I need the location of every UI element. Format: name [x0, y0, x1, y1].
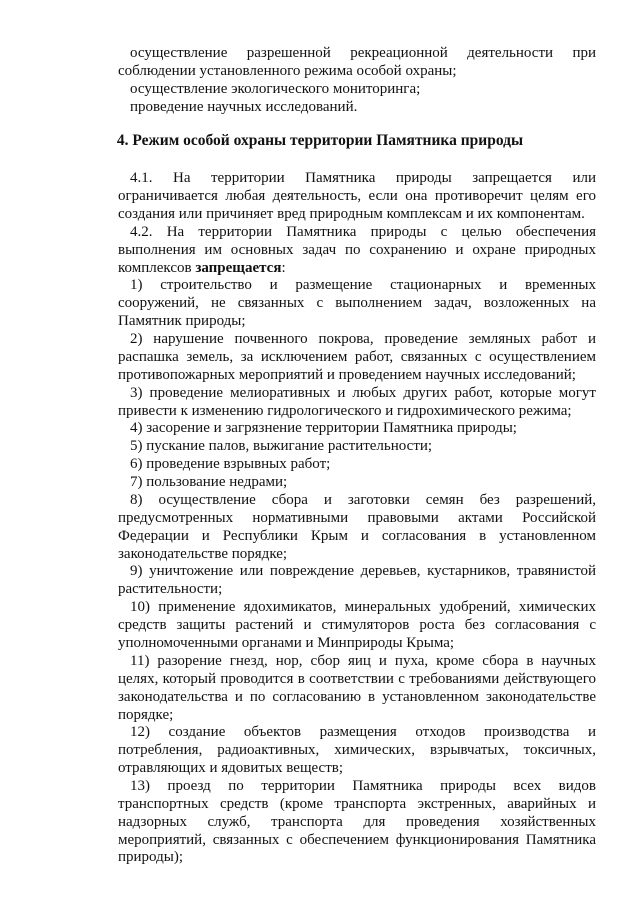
clause-4-1-line1: 4.1. На территории Памятника природы запрещается или — [130, 170, 596, 186]
item-5: 5) пускание палов, выжигание растительности; — [130, 438, 433, 454]
item-13-line1: 13) проезд по территории Памятника природы всех видов — [130, 778, 596, 794]
paragraph-research: проведение научных исследований. — [130, 99, 358, 115]
prohibited-keyword: запрещается — [195, 259, 282, 276]
clause-4-2-colon: : — [281, 259, 286, 276]
clause-4-2-line1: 4.2. На территории Памятника природы с целью обеспечения — [130, 224, 596, 240]
item-6: 6) проведение взрывных работ; — [130, 456, 331, 472]
item-12-line1: 12) создание объектов размещения отходов производства и — [130, 724, 596, 740]
clause-4-2-text: выполнения им основных задач по сохранению и охране природных комплексов — [118, 242, 596, 276]
clause-4-1-body: ограничивается любая деятельность, если она противоречит целям его создания или причиняет вред природным комплексам и их компонентам. — [118, 188, 596, 222]
section-heading: 4. Режим особой охраны территории Памятника природы — [116, 132, 524, 149]
item-2-body: распашка земель, за исключением работ, связанных с осуществлением противопожарных мероприятий и проведением научных исследований; — [118, 349, 596, 383]
item-8-line1: 8) осуществление сбора и заготовки семян без разрешений, — [130, 492, 596, 508]
item-1-body: сооружений, не связанных с выполнением задач, возложенных на Памятник природы; — [118, 295, 596, 329]
item-13-body: транспортных средств (кроме транспорта экстренных, аварийных и надзорных служб, транспорта для проведения хозяйственных мероприятий, связанных с обеспечением функционирования Памятника природы); — [118, 796, 596, 866]
item-3-line1: 3) проведение мелиоративных и любых других работ, которые могут — [130, 385, 596, 401]
item-10-body: средств защиты растений и стимуляторов роста без согласования с уполномоченными органами и Минприроды Крыма; — [118, 617, 596, 651]
item-11-body: целях, который проводится в соответствии с требованиями действующего законодательства и по согласованию в установленном законодательстве порядке; — [118, 671, 596, 723]
item-7: 7) пользование недрами; — [130, 474, 288, 490]
paragraph-recreation-line2: соблюдении установленного режима особой охраны; — [118, 63, 457, 79]
item-12-body: потребления, радиоактивных, химических, взрывчатых, токсичных, отравляющих и ядовитых веществ; — [118, 742, 596, 776]
item-9-body: растительности; — [118, 581, 223, 597]
item-9-line1: 9) уничтожение или повреждение деревьев, кустарников, травянистой — [130, 563, 596, 579]
item-3-body: привести к изменению гидрологического и гидрохимического режима; — [118, 403, 572, 419]
item-1-line1: 1) строительство и размещение стационарных и временных — [130, 277, 596, 293]
paragraph-monitoring: осуществление экологического мониторинга; — [130, 81, 421, 97]
paragraph-recreation-line1: осуществление разрешенной рекреационной деятельности при — [130, 45, 596, 61]
item-10-line1: 10) применение ядохимикатов, минеральных удобрений, химических — [130, 599, 596, 615]
item-11-line1: 11) разорение гнезд, нор, сбор яиц и пуха, кроме сбора в научных — [130, 653, 596, 669]
clause-4-2-body — [118, 242, 596, 278]
item-8-body: предусмотренных нормативными правовыми актами Российской Федерации и Республики Крым и согласования в установленном законодательстве порядке; — [118, 510, 596, 562]
item-4: 4) засорение и загрязнение территории Памятника природы; — [130, 420, 517, 436]
item-2-line1: 2) нарушение почвенного покрова, проведение земляных работ и — [130, 331, 596, 347]
